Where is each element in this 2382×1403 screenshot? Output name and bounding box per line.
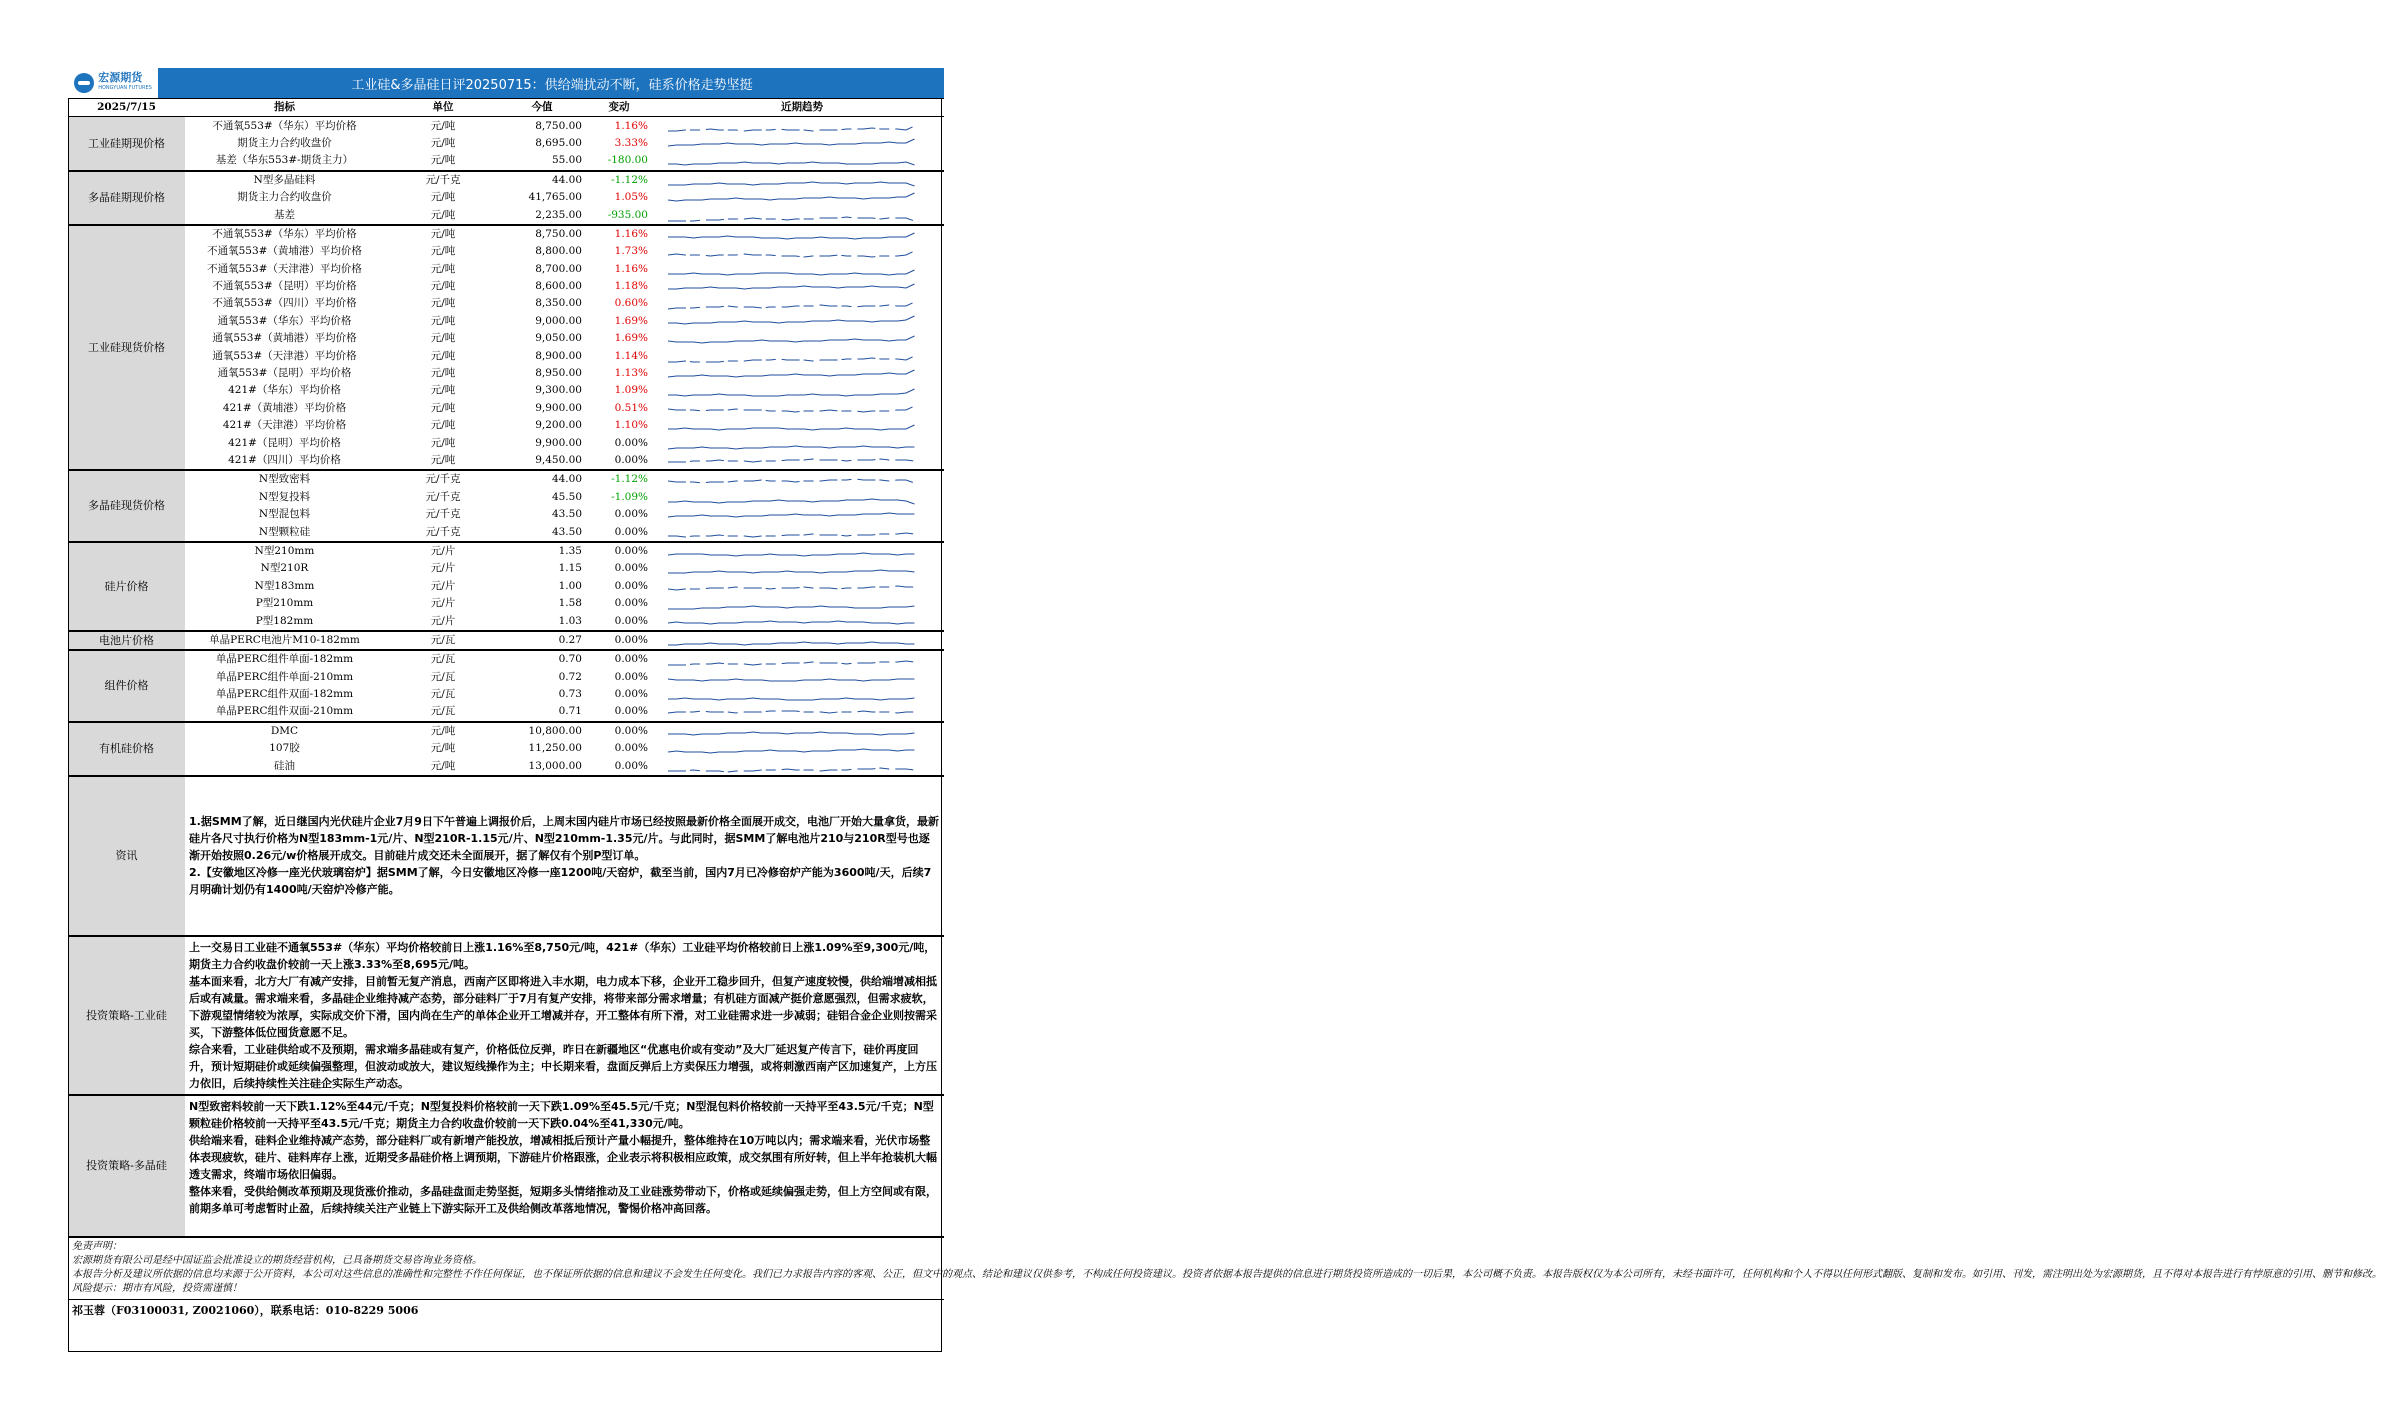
indicator-name: 单晶PERC组件双面-182mm (215, 688, 354, 701)
unit-cell: 元/吨 (430, 297, 456, 310)
unit-cell: 元/吨 (430, 367, 456, 380)
change-cell: 0.00% (614, 562, 648, 575)
trend-sparkline (660, 417, 944, 434)
value-cell: 43.50 (502, 523, 590, 541)
value-cell: 45.50 (551, 490, 582, 503)
table-row (68, 417, 944, 434)
table-row (68, 434, 944, 451)
table-row (68, 669, 944, 686)
value-cell: 8,700.00 (535, 262, 582, 275)
table-row (68, 243, 944, 260)
unit-cell: 元/吨 (430, 191, 456, 204)
value-cell: 44.00 (551, 473, 582, 486)
value-cell: 13,000.00 (502, 757, 590, 775)
indicator-name: DMC (270, 724, 299, 737)
table-row (68, 612, 944, 630)
disclaimer-title: 免责声明： (72, 1240, 122, 1252)
strategy-si-category: 投资策略-工业硅 (68, 936, 185, 1095)
value-cell: 9,900.00 (535, 401, 582, 414)
table-row (68, 206, 944, 224)
change-cell: 0.00% (614, 724, 648, 737)
change-cell: 1.16% (614, 262, 648, 275)
indicator-name: 硅油 (185, 757, 384, 775)
value-cell: 8,750.00 (535, 227, 582, 240)
trend-sparkline (660, 382, 944, 399)
trend-sparkline (660, 135, 944, 152)
trend-sparkline (660, 295, 944, 312)
value-cell: 8,350.00 (535, 297, 582, 310)
strategy-poly-paragraph-3: 整体来看，受供给侧改革预期及现货涨价推动，多晶硅盘面走势坚挺，短期多头情绪推动及工业硅涨势带动下，价格或延续偏强走势，但上方空间或有限，前期多单可考虑暂时止盈，后续持续关注产业链上下游实际开工及供给侧改革落地情况，警惕价格冲高回落。 (189, 1184, 937, 1215)
change-cell: 1.14% (614, 349, 648, 362)
unit-cell: 元/瓦 (384, 631, 502, 650)
indicator-name: 通氧553#（天津港）平均价格 (212, 349, 357, 362)
news-paragraph-1: 1.据SMM了解，近日继国内光伏硅片企业7月9日下午普遍上调报价后，上周末国内硅片市场已经按照最新价格全面展开成交，电池厂开始大量拿货，最新硅片各尺寸执行价格为N型183mm-1元/片、N型210R-1.15元/片、N型210mm-1.35元/片。与此同时，据SMM了解电池片210与210R型号也逐渐开始按照0.26元/w价格展开成交。目前硅片成交还未全面展开，据了解仅有个别P型订单。 (189, 815, 939, 863)
indicator-name: 单晶PERC组件单面-210mm (215, 670, 354, 683)
unit-cell: 元/吨 (384, 206, 502, 224)
table-row (68, 542, 944, 560)
table-row (68, 578, 944, 595)
strategy-si-paragraph-2: 基本面来看，北方大厂有减产安排，目前暂无复产消息，西南产区即将进入丰水期，电力成本下移，企业开工稳步回升，但复产速度较慢，供给端增减相抵后或有减量。需求端来看，多晶硅企业维持减产态势，部分硅料厂于7月有复产安排，将带来部分需求增量；有机硅方面减产挺价意愿强烈，但需求疲软，下游观望情绪较为浓厚，实际成交价下滑，国内尚在生产的单体企业开工增减并存，开工整体有所下滑，对工业硅需求进一步减弱；硅铝合金企业则按需采买，下游整体低位囤货意愿不足。 (189, 974, 937, 1039)
value-cell: 10,800.00 (528, 724, 582, 737)
table-row (68, 330, 944, 347)
trend-sparkline (660, 400, 944, 417)
unit-cell: 元/吨 (430, 436, 456, 449)
indicator-name: 不通氧553#（黄埔港）平均价格 (207, 245, 362, 258)
value-cell: 8,695.00 (535, 136, 582, 149)
change-cell: 0.00% (590, 703, 660, 721)
change-cell: 1.13% (614, 367, 648, 380)
indicator-name: 421#（黄埔港）平均价格 (222, 401, 347, 414)
trend-sparkline (660, 560, 944, 577)
category-label: 组件价格 (68, 650, 185, 722)
unit-cell: 元/千克 (425, 173, 461, 186)
indicator-name: N型210R (260, 562, 309, 575)
table-row (68, 400, 944, 417)
value-cell: 9,450.00 (502, 452, 590, 470)
table-row (68, 703, 944, 721)
category-label: 工业硅现货价格 (68, 225, 185, 470)
strategy-si-row (68, 936, 944, 1095)
value-cell: 9,050.00 (535, 332, 582, 345)
value-cell: 9,900.00 (535, 436, 582, 449)
change-cell: -1.12% (611, 473, 648, 486)
strategy-poly-paragraph-2: 供给端来看，硅料企业维持减产态势，部分硅料厂或有新增产能投放，增减相抵后预计产量小幅提升，整体维持在10万吨以内；需求端来看，光伏市场整体表现疲软，硅片、硅料库存上涨，近期受多晶硅价格上调预期，下游硅片价格跟涨，企业表示将积极相应政策，成交氛围有所好转，但上半年抢装机大幅透支需求，终端市场依旧偏弱。 (189, 1133, 937, 1181)
category-label: 有机硅价格 (68, 722, 185, 776)
unit-cell: 元/瓦 (384, 703, 502, 721)
trend-sparkline (660, 313, 944, 330)
value-cell: 9,300.00 (535, 384, 582, 397)
header-today: 今值 (502, 99, 590, 117)
indicator-name: N型210mm (254, 544, 315, 557)
indicator-name: 通氧553#（昆明）平均价格 (217, 367, 352, 380)
text-table (68, 777, 2382, 1322)
change-cell: 0.00% (590, 631, 660, 650)
indicator-name: N型颗粒硅 (185, 523, 384, 541)
value-cell: 44.00 (551, 173, 582, 186)
value-cell: 8,950.00 (535, 367, 582, 380)
table-row (68, 650, 944, 668)
table-row (68, 722, 944, 740)
value-cell: 8,600.00 (535, 280, 582, 293)
value-cell: 1.15 (558, 562, 582, 575)
unit-cell: 元/吨 (384, 152, 502, 170)
value-cell: 0.72 (558, 670, 582, 683)
indicator-name: 不通氧553#（四川）平均价格 (212, 297, 357, 310)
header-trend: 近期趋势 (660, 99, 944, 117)
disclaimer-risk: 风险提示：期市有风险，投资需谨慎！ (72, 1283, 242, 1295)
news-row (68, 777, 944, 936)
change-cell: 1.16% (614, 227, 648, 240)
header-indicator: 指标 (185, 99, 384, 117)
news-category: 资讯 (68, 777, 185, 936)
change-cell: -935.00 (590, 206, 660, 224)
trend-sparkline (660, 365, 944, 382)
unit-cell: 元/瓦 (430, 688, 456, 701)
indicator-name: 421#（四川）平均价格 (185, 452, 384, 470)
trend-sparkline (660, 595, 944, 612)
value-cell: 0.73 (558, 688, 582, 701)
change-cell: 0.00% (614, 436, 648, 449)
unit-cell: 元/吨 (430, 349, 456, 362)
trend-sparkline (660, 523, 944, 541)
unit-cell: 元/千克 (425, 508, 461, 521)
table-row (68, 347, 944, 364)
unit-cell: 元/吨 (430, 419, 456, 432)
table-row (68, 595, 944, 612)
change-cell: 0.00% (614, 688, 648, 701)
report-date: 2025/7/15 (68, 99, 185, 117)
table-row (68, 171, 944, 189)
indicator-name: 不通氧553#（华东）平均价格 (212, 119, 357, 132)
table-row (68, 506, 944, 523)
disclaimer-paragraph-2: 本报告分析及建议所依据的信息均来源于公开资料，本公司对这些信息的准确性和完整性不作任何保证，也不保证所依据的信息和建议不会发生任何变化。我们已力求报告内容的客观、公正，但文中的观点、结论和建议仅供参考，不构成任何投资建议。投资者依据本报告提供的信息进行期货投资所造成的一切后果，本公司概不负责。本报告版权仅为本公司所有，未经书面许可，任何机构和个人不得以任何形式翻版、复制和发布。如引用、刊发，需注明出处为宏源期货，且不得对本报告进行有悖原意的引用、删节和修改。 (72, 1269, 2382, 1281)
unit-cell: 元/瓦 (430, 670, 456, 683)
indicator-name: 通氧553#（黄埔港）平均价格 (212, 332, 357, 345)
unit-cell: 元/吨 (430, 227, 456, 240)
trend-sparkline (660, 243, 944, 260)
disclaimer (68, 1237, 2382, 1299)
indicator-name: 107胶 (269, 742, 300, 755)
trend-sparkline (660, 434, 944, 451)
unit-cell: 元/千克 (384, 523, 502, 541)
table-header-row (68, 99, 944, 117)
change-cell: 0.00% (614, 670, 648, 683)
trend-sparkline (660, 686, 944, 703)
indicator-name: 不通氧553#（天津港）平均价格 (207, 262, 362, 275)
change-cell: 0.00% (590, 452, 660, 470)
trend-sparkline (660, 206, 944, 224)
value-cell: 8,800.00 (535, 245, 582, 258)
unit-cell: 元/吨 (430, 119, 456, 132)
report-title: 工业硅&多晶硅日评20250715：供给端扰动不断，硅系价格走势坚挺 (351, 77, 753, 93)
header-change: 变动 (590, 99, 660, 117)
change-cell: 1.10% (614, 419, 648, 432)
trend-sparkline (660, 612, 944, 630)
change-cell: -180.00 (590, 152, 660, 170)
unit-cell: 元/吨 (430, 401, 456, 414)
change-cell: 1.73% (614, 245, 648, 258)
value-cell: 55.00 (502, 152, 590, 170)
indicator-name: 单晶PERC电池片M10-182mm (185, 631, 384, 650)
indicator-name: P型210mm (255, 597, 314, 610)
trend-sparkline (660, 542, 944, 560)
unit-cell: 元/吨 (430, 262, 456, 275)
strategy-si-paragraph-3: 综合来看，工业硅供给或不及预期，需求端多晶硅或有复产，价格低位反弹，昨日在新疆地区“优惠电价或有变动”及大厂延迟复产传言下，硅价再度回升，预计短期硅价或延续偏强整理，但波动或放大，建议短线操作为主；中长期来看，盘面反弹后上方卖保压力增强，或将刺激西南产区加速复产，上方压力依旧，后续持续性关注硅企实际生产动态。 (189, 1042, 937, 1090)
value-cell: 0.70 (558, 653, 582, 666)
strategy-poly-content (185, 1095, 944, 1237)
strategy-poly-paragraph-1: N型致密料较前一天下跌1.12%至44元/千克；N型复投料价格较前一天下跌1.09%至45.5元/千克；N型混包料价格较前一天持平至43.5元/千克；N型颗粒硅价格较前一天持平至43.5元/千克；期货主力合约收盘价较前一天下跌0.04%至41,330元/吨。 (189, 1099, 934, 1130)
unit-cell: 元/吨 (384, 452, 502, 470)
trend-sparkline (660, 506, 944, 523)
value-cell: 8,750.00 (535, 119, 582, 132)
indicator-name: 不通氧553#（昆明）平均价格 (212, 280, 357, 293)
indicator-name: N型多晶硅料 (253, 173, 316, 186)
report-page (68, 68, 2382, 1322)
trend-sparkline (660, 171, 944, 189)
unit-cell: 元/吨 (430, 742, 456, 755)
table-row (68, 631, 944, 650)
analyst-contact: 祁玉蓉（F03100031, Z0021060），联系电话：010-8229 5006 (72, 1303, 419, 1317)
indicator-name: 不通氧553#（华东）平均价格 (212, 227, 357, 240)
table-row (68, 489, 944, 506)
header-unit: 单位 (384, 99, 502, 117)
change-cell: 0.00% (614, 579, 648, 592)
table-row (68, 365, 944, 382)
indicator-name: 421#（天津港）平均价格 (222, 419, 347, 432)
trend-sparkline (660, 189, 944, 206)
indicator-name: N型183mm (254, 579, 315, 592)
indicator-name: 单晶PERC组件双面-210mm (185, 703, 384, 721)
indicator-name: P型182mm (185, 612, 384, 630)
table-row (68, 152, 944, 170)
trend-sparkline (660, 578, 944, 595)
table-row (68, 560, 944, 577)
change-cell: 1.16% (614, 119, 648, 132)
indicator-name: 421#（昆明）平均价格 (228, 436, 341, 449)
value-cell: 1.35 (558, 544, 582, 557)
indicator-name: 基差 (185, 206, 384, 224)
news-content (185, 777, 944, 936)
trend-sparkline (660, 631, 944, 650)
change-cell: 3.33% (614, 136, 648, 149)
trend-sparkline (660, 225, 944, 243)
indicator-name: 期货主力合约收盘价 (237, 136, 332, 149)
change-cell: 0.00% (614, 544, 648, 557)
indicator-name: 基差（华东553#-期货主力） (185, 152, 384, 170)
report-header (68, 68, 944, 98)
trend-sparkline (660, 117, 944, 135)
unit-cell: 元/吨 (430, 384, 456, 397)
price-table (68, 98, 944, 777)
table-row (68, 117, 944, 135)
trend-sparkline (660, 152, 944, 170)
value-cell: 1.00 (558, 579, 582, 592)
disclaimer-paragraph-1: 宏源期货有限公司是经中国证监会批准设立的期货经营机构，已具备期货交易咨询业务资格。 (72, 1255, 482, 1267)
table-row (68, 261, 944, 278)
indicator-name: 通氧553#（华东）平均价格 (217, 314, 352, 327)
unit-cell: 元/瓦 (430, 653, 456, 666)
strategy-si-content (185, 936, 944, 1095)
indicator-name: N型混包料 (258, 508, 311, 521)
change-cell: 0.00% (614, 508, 648, 521)
value-cell: 9,200.00 (535, 419, 582, 432)
unit-cell: 元/吨 (430, 332, 456, 345)
indicator-name: 期货主力合约收盘价 (237, 191, 332, 204)
table-row (68, 757, 944, 775)
logo-name: 宏源期货 (98, 71, 143, 84)
table-row (68, 470, 944, 488)
unit-cell: 元/吨 (430, 245, 456, 258)
table-row (68, 740, 944, 757)
trend-sparkline (660, 470, 944, 488)
value-cell: 2,235.00 (502, 206, 590, 224)
company-logo (68, 68, 160, 98)
table-row (68, 225, 944, 243)
trend-sparkline (660, 261, 944, 278)
indicator-name: N型复投料 (258, 490, 311, 503)
table-row (68, 382, 944, 399)
indicator-name: 421#（华东）平均价格 (228, 384, 341, 397)
table-row (68, 278, 944, 295)
category-label: 多晶硅现货价格 (68, 470, 185, 542)
change-cell: 1.69% (614, 332, 648, 345)
change-cell: -1.09% (611, 490, 648, 503)
logo-name-en: HONGYUAN FUTURES (98, 85, 152, 91)
unit-cell: 元/吨 (430, 724, 456, 737)
category-label: 硅片价格 (68, 542, 185, 631)
unit-cell: 元/片 (430, 597, 456, 610)
change-cell: 0.60% (614, 297, 648, 310)
unit-cell: 元/片 (384, 612, 502, 630)
value-cell: 0.27 (502, 631, 590, 650)
unit-cell: 元/吨 (384, 757, 502, 775)
value-cell: 0.71 (502, 703, 590, 721)
value-cell: 8,900.00 (535, 349, 582, 362)
change-cell: 0.00% (614, 597, 648, 610)
category-label: 电池片价格 (68, 631, 185, 650)
trend-sparkline (660, 489, 944, 506)
change-cell: 1.09% (614, 384, 648, 397)
unit-cell: 元/吨 (430, 314, 456, 327)
indicator-name: 单晶PERC组件单面-182mm (215, 653, 354, 666)
trend-sparkline (660, 722, 944, 740)
category-label: 多晶硅期现价格 (68, 171, 185, 225)
unit-cell: 元/千克 (425, 473, 461, 486)
trend-sparkline (660, 650, 944, 668)
table-row (68, 452, 944, 470)
change-cell: -1.12% (611, 173, 648, 186)
table-row (68, 295, 944, 312)
value-cell: 1.58 (558, 597, 582, 610)
value-cell: 1.03 (502, 612, 590, 630)
trend-sparkline (660, 452, 944, 470)
trend-sparkline (660, 669, 944, 686)
unit-cell: 元/片 (430, 544, 456, 557)
news-paragraph-2: 2.【安徽地区冷修一座光伏玻璃窑炉】据SMM了解，今日安徽地区冷修一座1200吨/天窑炉，截至当前，国内7月已冷修窑炉产能为3600吨/天，后续7月明确计划仍有1400吨/天窑炉冷修产能。 (189, 866, 932, 897)
value-cell: 43.50 (551, 508, 582, 521)
strategy-si-paragraph-1: 上一交易日工业硅不通氧553#（华东）平均价格较前日上涨1.16%至8,750元/吨，421#（华东）工业硅平均价格较前日上涨1.09%至9,300元/吨，期货主力合约收盘价较前一天上涨3.33%至8,695元/吨。 (189, 940, 936, 971)
change-cell: 1.69% (614, 314, 648, 327)
change-cell: 0.00% (590, 612, 660, 630)
unit-cell: 元/吨 (430, 280, 456, 293)
disclaimer-row (68, 1237, 944, 1299)
value-cell: 11,250.00 (528, 742, 582, 755)
change-cell: 1.18% (614, 280, 648, 293)
change-cell: 1.05% (614, 191, 648, 204)
change-cell: 0.51% (614, 401, 648, 414)
table-row (68, 686, 944, 703)
trend-sparkline (660, 278, 944, 295)
trend-sparkline (660, 347, 944, 364)
change-cell: 0.00% (590, 523, 660, 541)
unit-cell: 元/片 (430, 579, 456, 592)
change-cell: 0.00% (614, 653, 648, 666)
unit-cell: 元/吨 (430, 136, 456, 149)
change-cell: 0.00% (614, 742, 648, 755)
table-row (68, 523, 944, 541)
contact-row (68, 1299, 944, 1322)
unit-cell: 元/片 (430, 562, 456, 575)
strategy-poly-row (68, 1095, 944, 1237)
indicator-name: N型致密料 (258, 473, 311, 486)
logo-icon (74, 73, 94, 93)
table-row (68, 313, 944, 330)
trend-sparkline (660, 740, 944, 757)
category-label: 工业硅期现价格 (68, 117, 185, 171)
table-row (68, 189, 944, 206)
unit-cell: 元/千克 (425, 490, 461, 503)
trend-sparkline (660, 757, 944, 775)
strategy-poly-category: 投资策略-多晶硅 (68, 1095, 185, 1237)
trend-sparkline (660, 330, 944, 347)
table-row (68, 135, 944, 152)
value-cell: 9,000.00 (535, 314, 582, 327)
trend-sparkline (660, 703, 944, 721)
value-cell: 41,765.00 (528, 191, 582, 204)
change-cell: 0.00% (590, 757, 660, 775)
